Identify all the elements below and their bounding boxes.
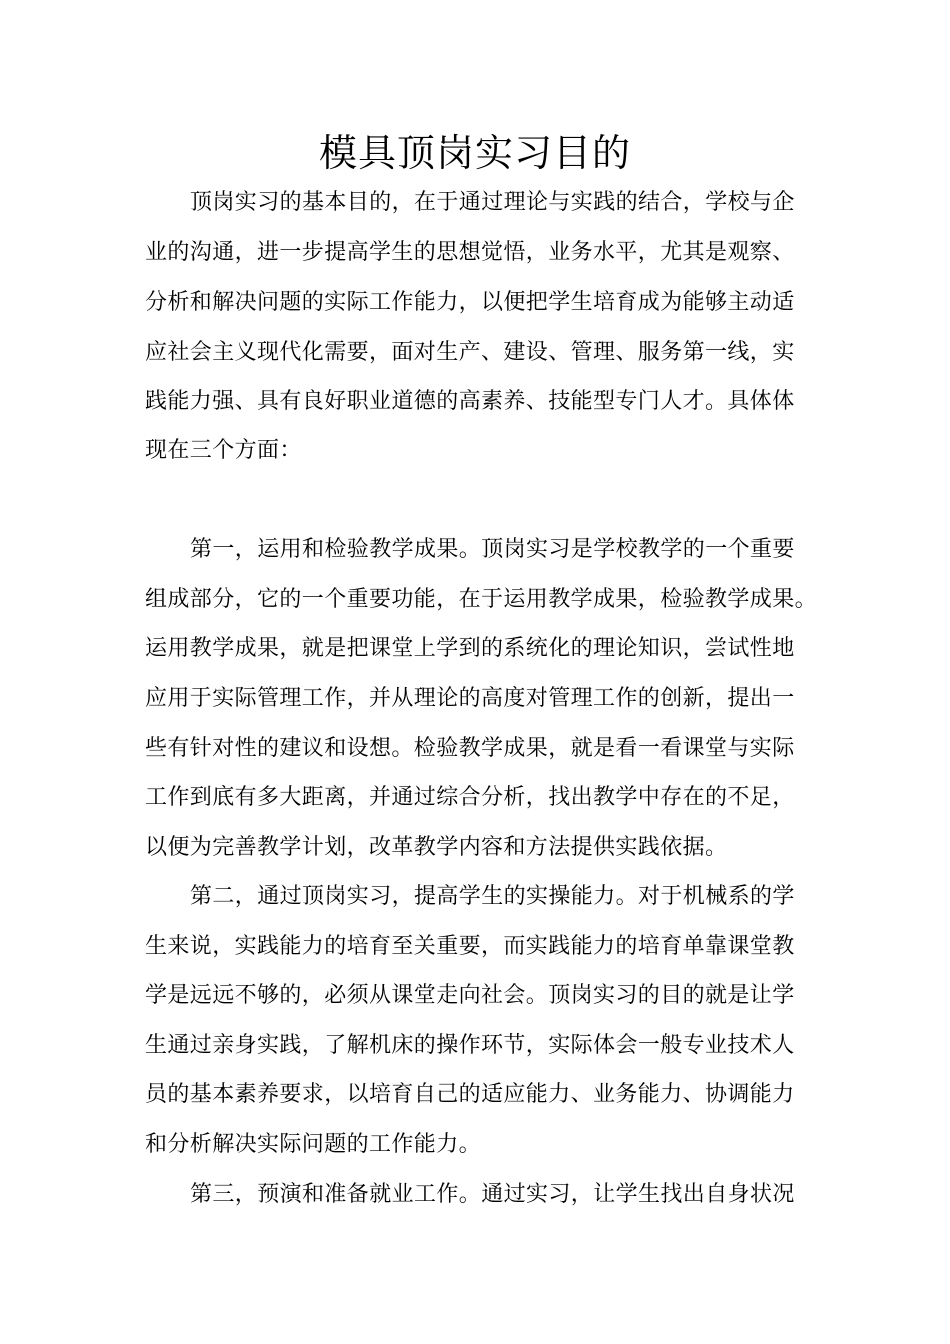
second-point-line: 生通过亲身实践，了解机床的操作环节，实际体会一般专业技术人 [145,1033,795,1058]
intro-line: 应社会主义现代化需要，面对生产、建设、管理、服务第一线，实 [145,340,795,365]
second-point-line: 学是远远不够的，必须从课堂走向社会。顶岗实习的目的就是让学 [145,983,795,1008]
first-point-line: 组成部分，它的一个重要功能，在于运用教学成果，检验教学成果。 [145,587,818,612]
first-point-line: 运用教学成果，就是把课堂上学到的系统化的理论知识，尝试性地 [145,636,795,661]
first-point-line: 第一，运用和检验教学成果。顶岗实习是学校教学的一个重要 [190,537,795,562]
intro-line: 分析和解决问题的实际工作能力，以便把学生培育成为能够主动适 [145,290,795,315]
third-point-line: 第三，预演和准备就业工作。通过实习，让学生找出自身状况 [190,1182,795,1207]
second-point-line: 和分析解决实际问题的工作能力。 [145,1132,482,1157]
document-title: 模具顶岗实习目的 [318,131,631,175]
intro-line: 践能力强、具有良好职业道德的高素养、技能型专门人才。具体体 [145,389,795,414]
first-point-line: 以便为完善教学计划，改革教学内容和方法提供实践依据。 [145,835,728,860]
first-point-line: 工作到底有多大距离，并通过综合分析，找出教学中存在的不足， [145,785,795,810]
intro-line: 现在三个方面： [145,438,302,463]
second-point-line: 第二，通过顶岗实习，提高学生的实操能力。对于机械系的学 [190,884,795,909]
second-point-line: 员的基本素养要求，以培育自己的适应能力、业务能力、协调能力 [145,1082,795,1107]
first-point-line: 应用于实际管理工作，并从理论的高度对管理工作的创新，提出一 [145,686,795,711]
intro-line: 业的沟通，进一步提高学生的思想觉悟，业务水平，尤其是观察、 [145,240,795,265]
first-point-line: 些有针对性的建议和设想。检验教学成果，就是看一看课堂与实际 [145,736,795,761]
intro-line: 顶岗实习的基本目的，在于通过理论与实践的结合，学校与企 [190,190,795,215]
second-point-line: 生来说，实践能力的培育至关重要，而实践能力的培育单靠课堂教 [145,934,795,959]
